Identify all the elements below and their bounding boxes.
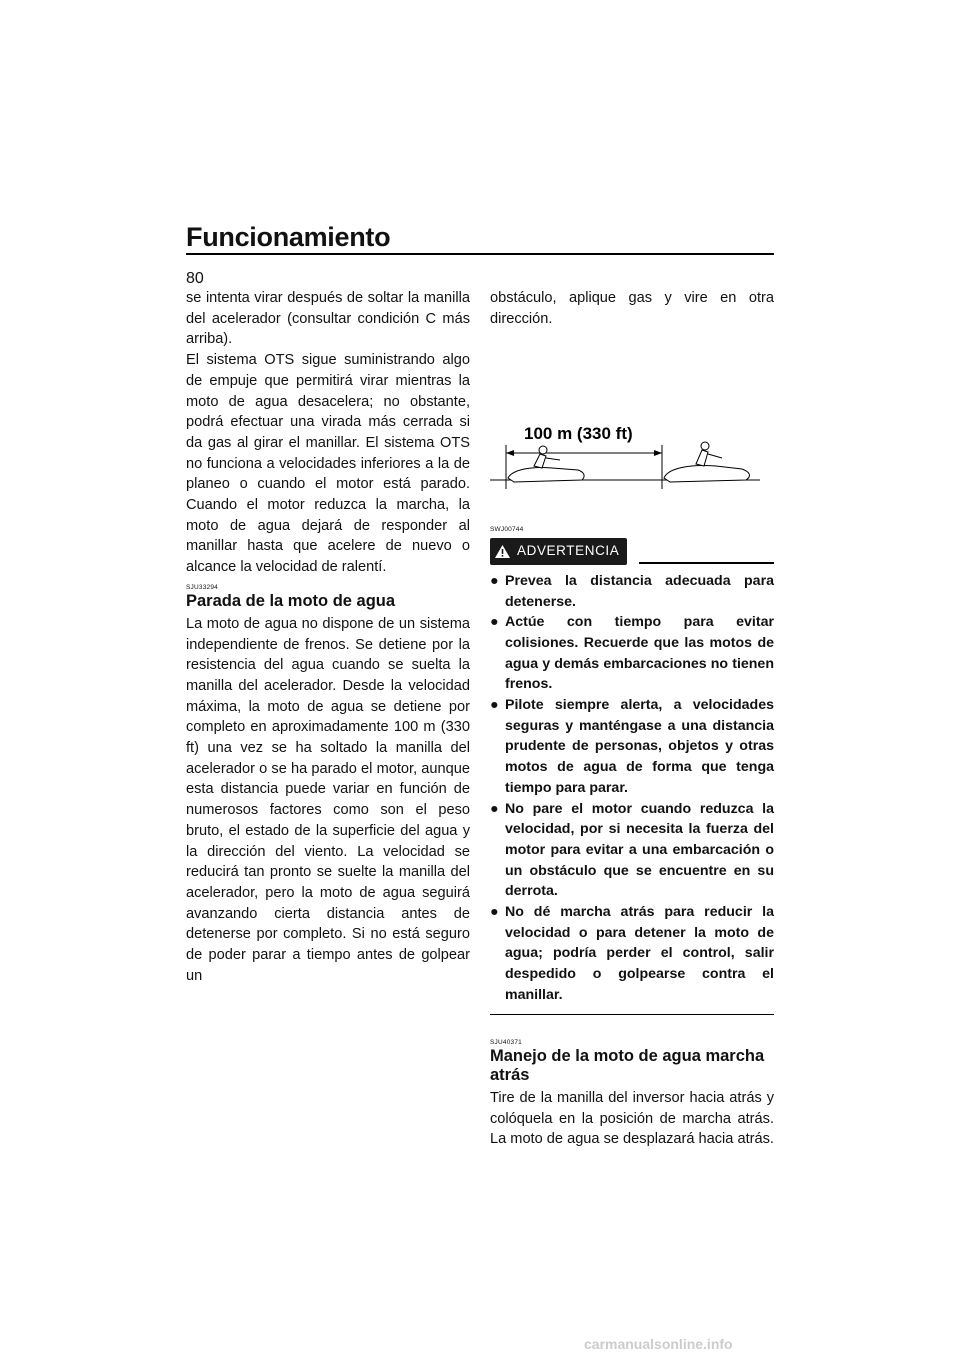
right-column (490, 288, 774, 1150)
intro-paragraph: se intenta virar después de soltar la manilla del acelerador (consultar condición C más arriba). (186, 290, 470, 348)
figure-distance-label: 100 m (330 ft) (524, 424, 633, 444)
watercraft-right (664, 442, 749, 482)
warning-header (490, 538, 774, 565)
warning-label: ADVERTENCIA (517, 543, 620, 559)
header-rule (186, 253, 774, 255)
page-number: 80 (186, 270, 204, 287)
list-item: ● Pilote siempre alerta, a velocidades seguras y manténgase a una distancia prudente de personas, objetos y otras motos de agua de forma que tenga tiempo para parar. (490, 697, 774, 796)
warning-bottom-rule (490, 1014, 774, 1016)
watercraft-illustrations (490, 436, 774, 496)
section-title: Parada de la moto de agua (186, 591, 396, 610)
list-item: ● No dé marcha atrás para reducir la velocidad o para detener la moto de agua; podría perder el control, salir despedido o golpearse contra el manillar. (490, 904, 774, 1003)
section-body: La moto de agua no dispone de un sistema independiente de frenos. Se detiene por la resistencia del agua cuando se suelta la manilla del acelerador. Desde la velocidad máxima, la moto de agua se detiene por completo en aproximadamente 100 m (330 ft) una vez se ha soltado la manilla del acelerador o se ha parado el motor, aunque esta distancia puede variar en función de numerosos factores como son el peso bruto, el estado de la superficie del agua y la dirección del viento. La velocidad se reducirá tan pronto se suelte la manilla del acelerador, pero la moto de agua seguirá avanzando cierta distancia antes de detenerse por completo. Si no está seguro de poder parar a tiempo antes de golpear un (186, 615, 470, 984)
list-item: ● No pare el motor cuando reduzca la velocidad, por si necesita la fuerza del motor para evitar a una embarcación o un obstáculo que se encuentre en su derrota. (490, 800, 774, 900)
section2-code: SJU40371 (490, 1039, 522, 1047)
list-item: ● Actúe con tiempo para evitar colisiones. Recuerde que las motos de agua y demás embarcaciones no tienen frenos. (490, 614, 774, 693)
continuation-paragraph: obstáculo, aplique gas y vire en otra dirección. (490, 290, 774, 327)
watercraft-drawing (490, 436, 774, 496)
warning-code: SWJ00744 (490, 526, 524, 534)
left-column (186, 288, 470, 987)
warning-triangle-icon (494, 544, 511, 559)
page-title: Funcionamiento (186, 222, 391, 252)
warning-list (490, 571, 774, 1006)
warning-top-rule (639, 562, 774, 564)
ots-paragraph: El sistema OTS sigue suministrando algo de empuje que permitirá virar mientras la moto de agua desacelera; no obstante, podrá efectuar una virada más cerrada si da gas al girar el manillar. El sistema OTS no funciona a velocidades inferiores a la de planeo o cuando el motor está parado. Cuando el motor reduzca la marcha, la moto de agua dejará de responder al manillar hasta que acelere de nuevo o alcance la velocidad de ralentí. (186, 352, 470, 576)
section-code: SJU33294 (186, 583, 218, 591)
list-item: ● Prevea la distancia adecuada para detenerse. (490, 572, 774, 610)
section2-title: Manejo de la moto de agua marcha atrás (490, 1047, 765, 1085)
footer-watermark: carmanualsonline.info (584, 1336, 733, 1352)
section2-body: Tire de la manilla del inversor hacia atrás y colóquela en la posición de marcha atrás. La moto de agua se desplazará hacia atrás. (490, 1090, 774, 1148)
warning-badge (490, 538, 627, 565)
watercraft-left (508, 446, 584, 482)
